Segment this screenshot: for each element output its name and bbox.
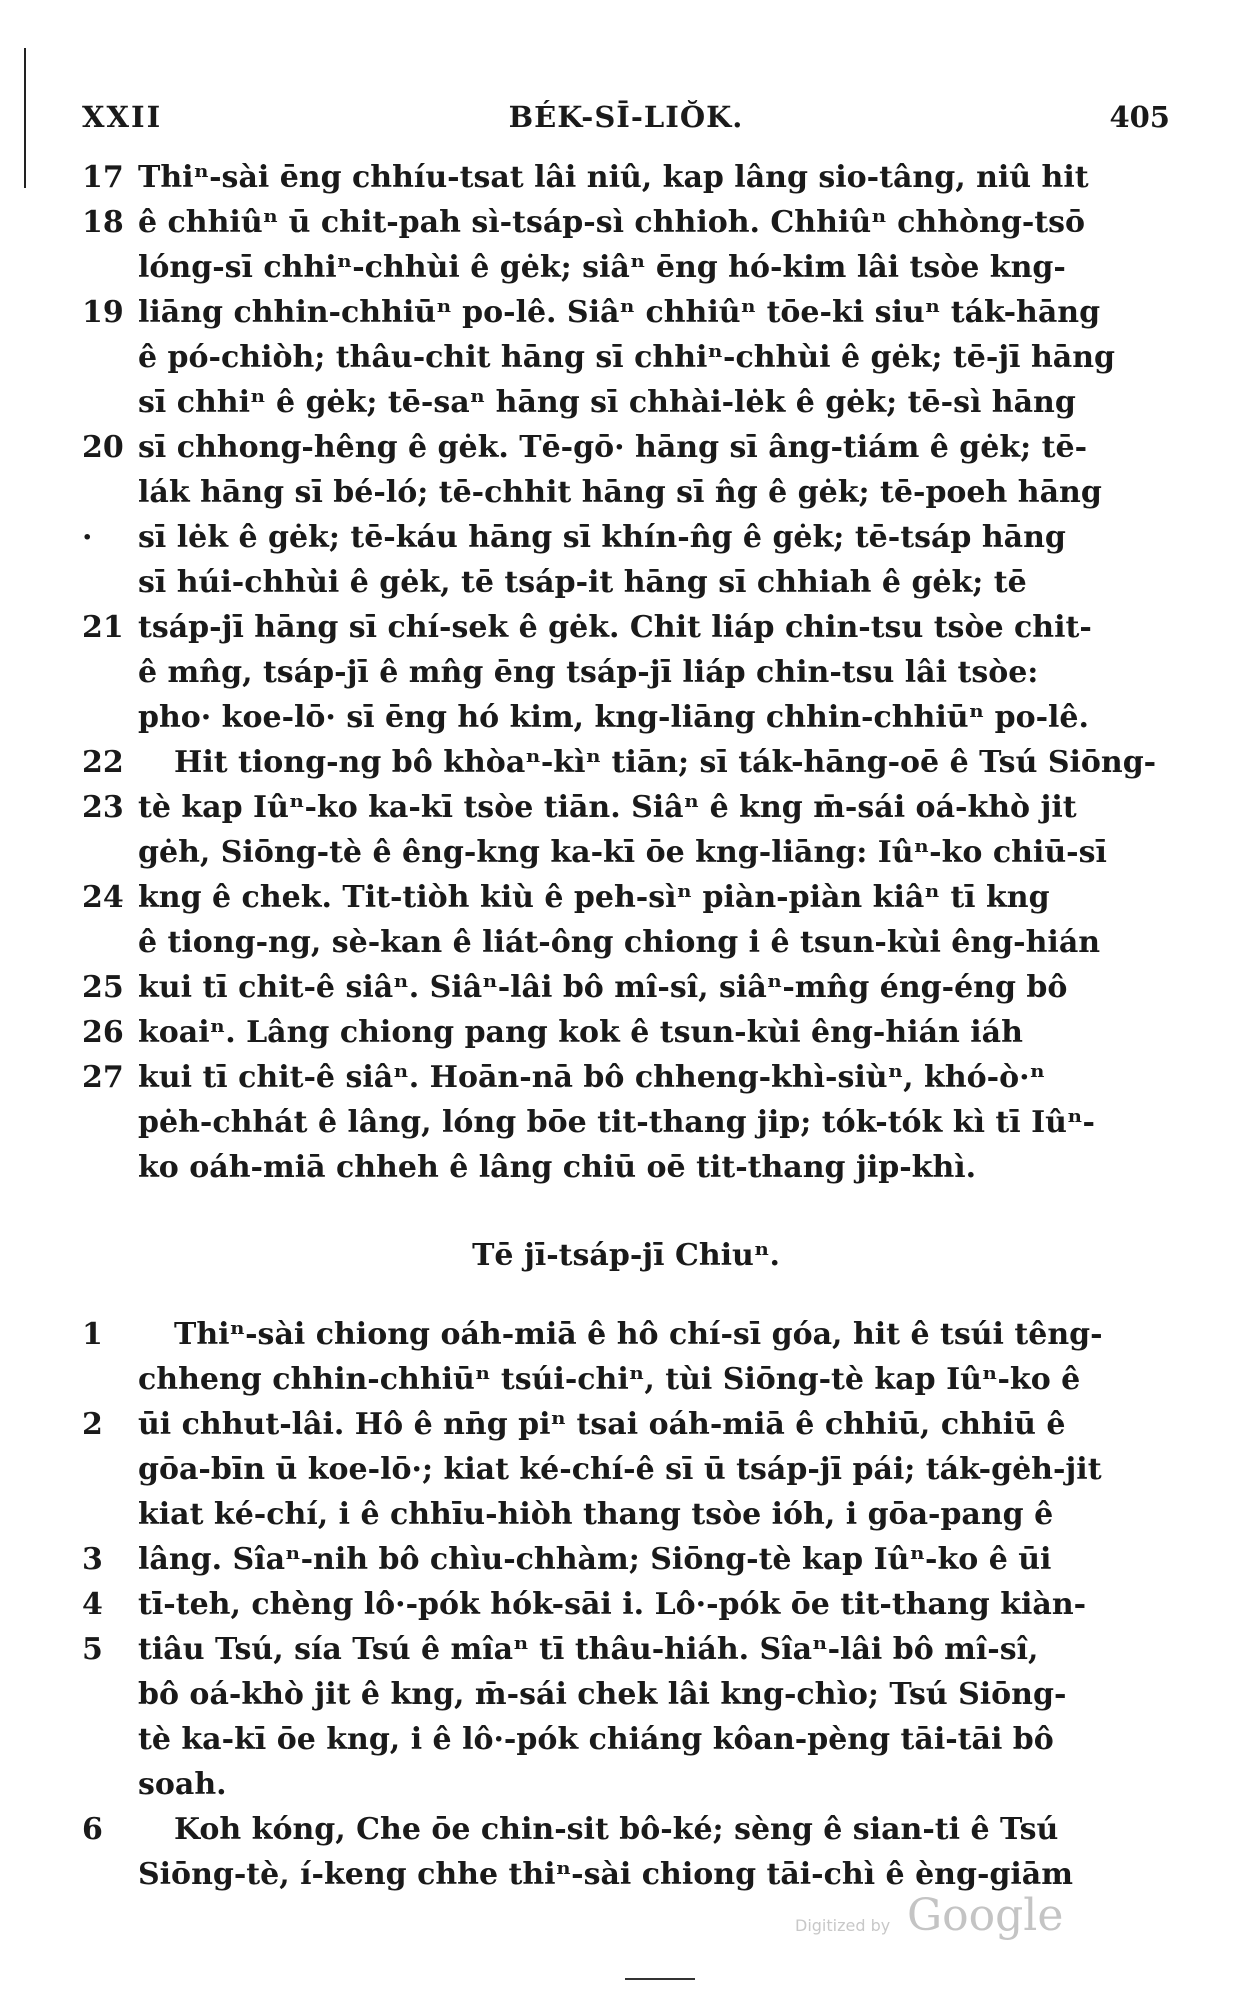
verse-text: tè kap Iûⁿ-ko ka-kī tsòe tiān. Siâⁿ ê kng m̄-sái oá-khò jit <box>138 790 1077 825</box>
chapter-22-verses <box>82 1312 1170 1897</box>
verse-text: kui tī chit-ê siâⁿ. Siâⁿ-lâi bô mî-sî, siâⁿ-mn̂g éng-éng bô <box>138 970 1068 1005</box>
footer-rule <box>625 1978 695 1980</box>
verse-number: 3 <box>82 1542 103 1577</box>
verse-line <box>82 245 1170 290</box>
verse-text: chheng chhin-chhiūⁿ tsúi-chiⁿ, tùi Siōng-tè kap Iûⁿ-ko ê <box>138 1362 1081 1397</box>
verse-text: lâng. Sîaⁿ-nih bô chìu-chhàm; Siōng-tè kap Iûⁿ-ko ê ūi <box>138 1542 1052 1577</box>
verse-line <box>82 785 1170 830</box>
verse-line <box>82 1582 1170 1627</box>
verse-line <box>82 1010 1170 1055</box>
verse-line <box>82 1145 1170 1190</box>
verse-number: 23 <box>82 790 124 825</box>
verse-line <box>82 1492 1170 1537</box>
verse-number: 19 <box>82 295 124 330</box>
verse-line <box>82 1402 1170 1447</box>
verse-text: koaiⁿ. Lâng chiong pang kok ê tsun-kùi êng-hián iáh <box>138 1015 1023 1050</box>
verse-text: soah. <box>138 1767 227 1802</box>
verse-line <box>82 1537 1170 1582</box>
verse-text: ko oáh-miā chheh ê lâng chiū oē tit-thang jip-khì. <box>138 1150 977 1185</box>
verse-text: sī chhong-hêng ê gėk. Tē-gō· hāng sī âng-tiám ê gėk; tē- <box>138 430 1088 465</box>
digitized-by-google-watermark <box>795 1890 1064 1950</box>
verse-line <box>82 1762 1170 1807</box>
verse-line <box>82 1672 1170 1717</box>
running-header <box>82 100 1170 140</box>
verse-line <box>82 1100 1170 1145</box>
watermark-google-logo: Google <box>907 1890 1064 1941</box>
verse-text: lóng-sī chhiⁿ-chhùi ê gėk; siâⁿ ēng hó-kim lâi tsòe kng- <box>138 250 1066 285</box>
verse-line <box>82 965 1170 1010</box>
verse-line <box>82 1447 1170 1492</box>
verse-text: bô oá-khò jit ê kng, m̄-sái chek lâi kng-chìo; Tsú Siōng- <box>138 1677 1067 1712</box>
verse-text: ūi chhut-lâi. Hô ê nn̄g piⁿ tsai oáh-miā ê chhiū, chhiū ê <box>138 1407 1066 1442</box>
verse-text: gėh, Siōng-tè ê êng-kng ka-kī ōe kng-liāng: Iûⁿ-ko chiū-sī <box>138 835 1107 870</box>
verse-text: Thiⁿ-sài ēng chhíu-tsat lâi niû, kap lâng sio-tâng, niû hit <box>138 160 1089 195</box>
verse-text: Thiⁿ-sài chiong oáh-miā ê hô chí-sī góa, hit ê tsúi têng- <box>174 1317 1103 1352</box>
verse-line <box>82 560 1170 605</box>
verse-line <box>82 920 1170 965</box>
verse-text: Koh kóng, Che ōe chin-sit bô-ké; sèng ê sian-ti ê Tsú <box>174 1812 1059 1847</box>
page-edge-line <box>24 48 26 188</box>
verse-text: ê pó-chiòh; thâu-chit hāng sī chhiⁿ-chhùi ê gėk; tē-jī hāng <box>138 340 1116 375</box>
verse-number: 17 <box>82 160 124 195</box>
verse-line <box>82 875 1170 920</box>
verse-text: Siōng-tè, í-keng chhe thiⁿ-sài chiong tāi-chì ê èng-giām <box>138 1857 1073 1892</box>
verse-text: tī-teh, chèng lô·-pók hók-sāi i. Lô·-pók ōe tit-thang kiàn- <box>138 1587 1087 1622</box>
watermark-small-text: Digitized by <box>795 1916 891 1935</box>
verse-text: sī chhiⁿ ê gėk; tē-saⁿ hāng sī chhài-lėk ê gėk; tē-sì hāng <box>138 385 1076 420</box>
verse-line <box>82 1357 1170 1402</box>
verse-number: 1 <box>82 1317 103 1352</box>
verse-line <box>82 335 1170 380</box>
verse-text: lák hāng sī bé-ló; tē-chhit hāng sī n̂g ê gėk; tē-poeh hāng <box>138 475 1102 510</box>
verse-text: tsáp-jī hāng sī chí-sek ê gėk. Chit liáp chin-tsu tsòe chit- <box>138 610 1092 645</box>
verse-line <box>82 200 1170 245</box>
verse-line <box>82 425 1170 470</box>
verse-text: kui tī chit-ê siâⁿ. Hoān-nā bô chheng-khì-siùⁿ, khó-ò·ⁿ <box>138 1060 1046 1095</box>
verse-text: ê tiong-ng, sè-kan ê liát-ông chiong i ê tsun-kùi êng-hián <box>138 925 1101 960</box>
verse-text: tè ka-kī ōe kng, i ê lô·-pók chiáng kôan-pèng tāi-tāi bô <box>138 1722 1054 1757</box>
verse-text: ê chhiûⁿ ū chit-pah sì-tsáp-sì chhioh. Chhiûⁿ chhòng-tsō <box>138 205 1086 240</box>
verse-line <box>82 650 1170 695</box>
verse-line <box>82 515 1170 560</box>
chapter-roman-numeral: XXII <box>82 100 163 134</box>
verse-text: kng ê chek. Tit-tiòh kiù ê peh-sìⁿ piàn-piàn kiâⁿ tī kng <box>138 880 1050 915</box>
verse-number: 20 <box>82 430 124 465</box>
verse-line <box>82 740 1170 785</box>
verse-line <box>82 830 1170 875</box>
verse-text: tiâu Tsú, sía Tsú ê mîaⁿ tī thâu-hiáh. Sîaⁿ-lâi bô mî-sî, <box>138 1632 1039 1667</box>
verse-number: 18 <box>82 205 124 240</box>
verse-number: 21 <box>82 610 124 645</box>
chapter-21-verses <box>82 155 1170 1190</box>
verse-line <box>82 1312 1170 1357</box>
verse-text: liāng chhin-chhiūⁿ po-lê. Siâⁿ chhiûⁿ tōe-ki siuⁿ ták-hāng <box>138 295 1101 330</box>
verse-line <box>82 695 1170 740</box>
verse-number: 22 <box>82 745 124 780</box>
verse-line <box>82 1717 1170 1762</box>
verse-text: pėh-chhát ê lâng, lóng bōe tit-thang jip; tók-tók kì tī Iûⁿ- <box>138 1105 1095 1140</box>
verse-text: ê mn̂g, tsáp-jī ê mn̂g ēng tsáp-jī liáp chin-tsu lâi tsòe: <box>138 655 1039 690</box>
verse-line <box>82 1807 1170 1852</box>
book-title: BÉK-SĪ-LIŎK. <box>508 100 744 134</box>
verse-text: kiat ké-chí, i ê chhīu-hiòh thang tsòe ióh, i gōa-pang ê <box>138 1497 1054 1532</box>
verse-number: 26 <box>82 1015 124 1050</box>
page-number: 405 <box>1109 100 1170 134</box>
verse-text: Hit tiong-ng bô khòaⁿ-kìⁿ tiān; sī ták-hāng-oē ê Tsú Siōng- <box>174 745 1157 780</box>
verse-text: sī húi-chhùi ê gėk, tē tsáp-it hāng sī chhiah ê gėk; tē <box>138 565 1027 600</box>
verse-line <box>82 380 1170 425</box>
verse-line <box>82 155 1170 200</box>
verse-number: · <box>82 520 93 555</box>
verse-line <box>82 605 1170 650</box>
verse-number: 25 <box>82 970 124 1005</box>
verse-number: 6 <box>82 1812 103 1847</box>
verse-number: 5 <box>82 1632 103 1667</box>
chapter-heading: Tē jī-tsáp-jī Chiuⁿ. <box>472 1238 780 1273</box>
verse-number: 4 <box>82 1587 103 1622</box>
verse-line <box>82 1627 1170 1672</box>
verse-line <box>82 470 1170 515</box>
verse-text: pho· koe-lō· sī ēng hó kim, kng-liāng chhin-chhiūⁿ po-lê. <box>138 700 1089 735</box>
verse-text: gōa-bīn ū koe-lō·; kiat ké-chí-ê sī ū tsáp-jī pái; ták-gėh-jit <box>138 1452 1102 1487</box>
verse-line <box>82 290 1170 335</box>
verse-text: sī lėk ê gėk; tē-káu hāng sī khín-n̂g ê gėk; tē-tsáp hāng <box>138 520 1066 555</box>
verse-line <box>82 1055 1170 1100</box>
verse-number: 2 <box>82 1407 103 1442</box>
verse-number: 24 <box>82 880 124 915</box>
verse-number: 27 <box>82 1060 124 1095</box>
